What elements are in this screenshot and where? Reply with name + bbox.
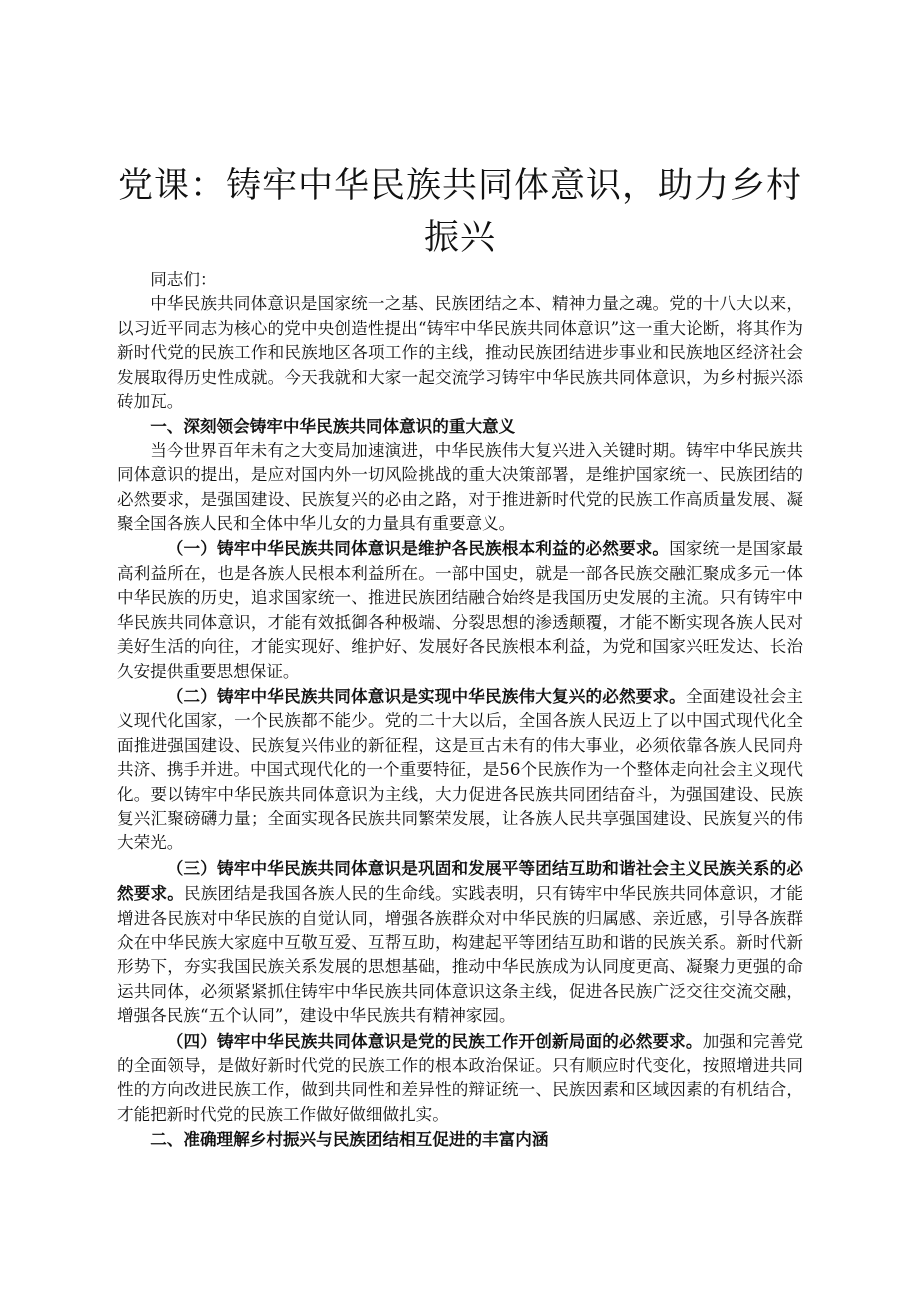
point-4-body: 加强和完善党的全面领导，是做好新时代党的民族工作的根本政治保证。只有顺应时代变化，按照增进共同性的方向改进民族工作，做到共同性和差异性的辩证统一、民族因素和区域因素的有机结合，才能把新时代党的民族工作做好做细做扎实。 [117, 1031, 804, 1124]
document-title: 党课：铸牢中华民族共同体意识，助力乡村振兴 [117, 166, 802, 258]
point-3-paragraph [117, 856, 803, 1029]
point-2-body: 全面建设社会主义现代化国家，一个民族都不能少。党的二十大以后，全国各族人民迈上了以中国式现代化全面推进强国建设、民族复兴伟业的新征程，这是亘古未有的伟大事业，必须依靠各族人民同舟共济、携手并进。中国式现代化的一个重要特征，是56个民族作为一个整体走向社会主义现代化。要以铸牢中华民族共同体意识为主线，大力促进各民族共同团结奋斗，为强国建设、民族复兴汇聚磅礴力量；全面实现各民族共同繁荣发展，让各族人民共享强国建设、民族复兴的伟大荣光。 [117, 686, 804, 853]
point-1-body: 国家统一是国家最高利益所在，也是各族人民根本利益所在。一部中国史，就是一部各民族交融汇聚成多元一体中华民族的历史，追求国家统一、推进民族团结融合始终是我国历史发展的主流。只有铸牢中华民族共同体意识，才能有效抵御各种极端、分裂思想的渗透颠覆，才能不断实现各族人民对美好生活的向往，才能实现好、维护好、发展好各民族根本利益，为党和国家兴旺发达、长治久安提供重要思想保证。 [117, 539, 804, 681]
section-1-heading: 一、深刻领会铸牢中华民族共同体意识的重大意义 [150, 416, 516, 437]
section-2-heading: 二、准确理解乡村振兴与民族团结相互促进的丰富内涵 [150, 1129, 549, 1150]
point-1-heading: （一）铸牢中华民族共同体意识是维护各民族根本利益的必然要求。 [166, 538, 670, 559]
salutation: 同志们： [150, 270, 217, 289]
document-page [117, 160, 803, 1152]
intro-paragraph: 中华民族共同体意识是国家统一之基、民族团结之本、精神力量之魂。党的十八大以来，以习近平同志为核心的党中央创造性提出“铸牢中华民族共同体意识”这一重大论断，将其作为新时代党的民族工作和民族地区各项工作的主线，推动民族团结进步事业和民族地区经济社会发展取得历史性成就。今天我就和大家一起交流学习铸牢中华民族共同体意识，为乡村振兴添砖加瓦。 [117, 294, 803, 412]
point-4-heading: （四）铸牢中华民族共同体意识是党的民族工作开创新局面的必然要求。 [166, 1030, 703, 1051]
point-3-body: 民族团结是我国各族人民的生命线。实践表明，只有铸牢中华民族共同体意识，才能增进各民族对中华民族的自觉认同，增强各族群众对中华民族的归属感、亲近感，引导各族群众在中华民族大家庭中互敬互爱、互帮互助，构建起平等团结互助和谐的民族关系。新时代新形势下，夯实我国民族关系发展的思想基础，推动中华民族成为认同度更高、凝聚力更强的命运共同体，必须紧紧抓住铸牢中华民族共同体意识这条主线，促进各民族广泛交往交流交融，增强各民族“五个认同”，建设中华民族共有精神家园。 [117, 884, 804, 1026]
point-2-paragraph [117, 684, 803, 856]
point-2-heading: （二）铸牢中华民族共同体意识是实现中华民族伟大复兴的必然要求。 [166, 685, 686, 706]
section-1-body: 当今世界百年未有之大变局加速演进，中华民族伟大复兴进入关键时期。铸牢中华民族共同体意识的提出，是应对国内外一切风险挑战的重大决策部署，是维护国家统一、民族团结的必然要求，是强国建设、民族复兴的必由之路，对于推进新时代党的民族工作高质量发展、凝聚全国各族人民和全体中华儿女的力量具有重要意义。 [117, 440, 803, 534]
point-3-heading: （三）铸牢中华民族共同体意识是巩固和发展平等团结互助和谐社会主义民族关系的必然要求。 [117, 857, 803, 904]
point-4-paragraph [117, 1029, 803, 1128]
point-1-paragraph [117, 536, 803, 683]
